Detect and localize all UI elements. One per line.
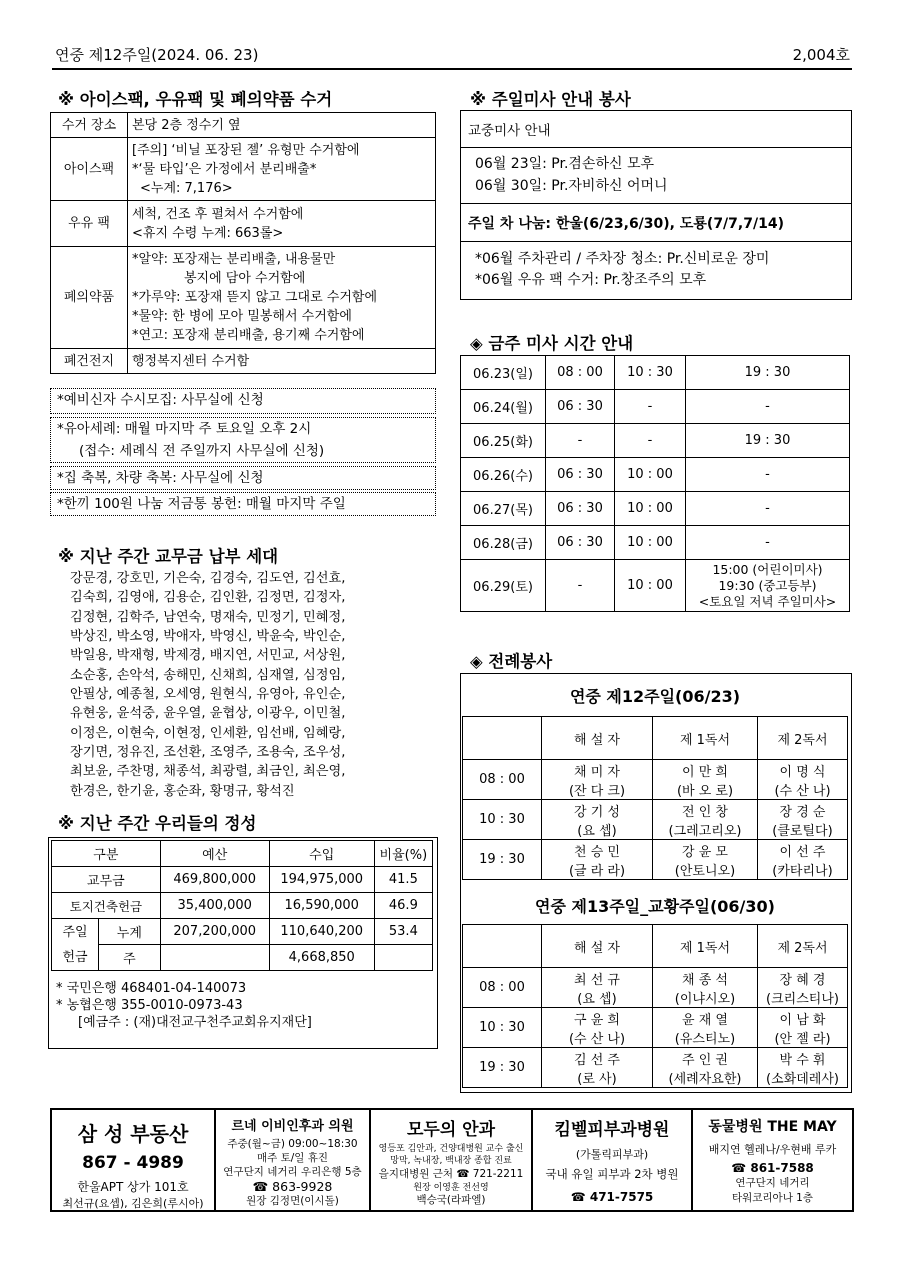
guide-subtitle: 교중미사 안내 (468, 123, 551, 139)
row-line: *물약: 한 병에 모아 밀봉해서 수거함에 (132, 309, 352, 324)
account-holder: [예금주 : (재)대전교구천주교회유지재단] (78, 1015, 312, 1030)
empty-cell (463, 717, 542, 760)
row-line: [주의] ‘비닐 포장된 젤’ 유형만 수거함에 (132, 142, 360, 158)
baptism-name: (클로틸다) (772, 823, 833, 839)
table-row (52, 945, 433, 971)
mass-day: 06.28(금) (461, 526, 546, 560)
mass-time: 10 : 00 (615, 492, 686, 526)
commentator (542, 968, 653, 1008)
row-line: *알약: 포장재는 분리배출, 내용물만 (132, 252, 336, 267)
notice-line: *한끼 100원 나눔 저금통 봉헌: 매월 마지막 주일 (57, 496, 346, 512)
ad-line: 최선규(요셉), 김은희(루시아) (62, 1197, 204, 1210)
ad-line: 연구단지 네거리 (735, 1177, 810, 1189)
baptism-name: (세례자요한) (668, 1071, 742, 1087)
person-name: 강 기 성 (574, 804, 620, 820)
col-header: 해 설 자 (542, 717, 653, 760)
header-rule (52, 68, 852, 70)
mass-day: 06.25(화) (461, 424, 546, 458)
row-line: <휴지 수령 누계: 663롤> (132, 225, 284, 241)
ad-title: 동물병원 THE MAY (708, 1119, 837, 1135)
table-row (52, 893, 433, 919)
mass-day: 06.26(수) (461, 458, 546, 492)
budget-cell: 35,400,000 (160, 893, 269, 919)
ratio-cell: 46.9 (374, 893, 432, 919)
baptism-name: (바 오 로) (676, 783, 734, 799)
table-row (463, 800, 848, 840)
person-name: 구 윤 희 (574, 1012, 620, 1028)
col-header: 제 2독서 (758, 925, 848, 968)
row-value: 본당 2층 정수기 옆 (128, 113, 436, 138)
car-share-line: 주일 차 나눔: 한울(6/23,6/30), 도룡(7/7,7/14) (468, 216, 784, 232)
donor-line: 유현웅, 윤석중, 윤우열, 윤협상, 이광우, 이민철, (70, 706, 346, 722)
baptism-name: (요 셉) (577, 823, 617, 839)
notice-line: (접수: 세례식 전 주일까지 사무실에 신청) (79, 443, 325, 459)
service-time: 10 : 30 (463, 1008, 542, 1048)
donor-line: 최보윤, 주찬명, 채종석, 최광렬, 최금인, 최은영, (70, 764, 346, 780)
reader2 (758, 1048, 848, 1088)
baptism-name: (글 라 라) (568, 863, 626, 879)
donor-line: 한경은, 한기윤, 홍순좌, 황명규, 황석진 (70, 783, 295, 799)
finance-title: ※ 지난 주간 우리들의 정성 (58, 814, 257, 833)
table-row (461, 390, 850, 424)
mass-time: - (546, 424, 615, 458)
page-header (55, 44, 850, 65)
income-cell: 4,668,850 (269, 945, 374, 971)
person-name: 최 선 규 (574, 972, 620, 988)
ad-title: 삼 성 부동산 (77, 1122, 189, 1146)
recycle-title: ※ 아이스팩, 우유팩 및 폐의약품 수거 (58, 90, 333, 109)
table-row (463, 968, 848, 1008)
ad-line: 원장 이영훈 전선영 (413, 1183, 489, 1193)
recycle-table (50, 112, 436, 374)
ad-line: 연구단지 네거리 우리은행 5층 (223, 1166, 362, 1178)
table-row (463, 717, 848, 760)
divider (461, 203, 851, 204)
ratio-cell: 41.5 (374, 867, 432, 893)
mass-time: 19 : 30 (686, 424, 850, 458)
notice-box (50, 466, 436, 490)
donors-title: ※ 지난 주간 교무금 납부 세대 (58, 547, 279, 566)
ad-line: 배지연 헬레나/우현배 루카 (708, 1143, 837, 1156)
service-time: 10 : 30 (463, 800, 542, 840)
reader1 (653, 1008, 758, 1048)
notice-box (50, 417, 436, 463)
table-row (463, 1048, 848, 1088)
baptism-name: (안 젤 라) (774, 1031, 831, 1047)
baptism-name: (요 셉) (577, 991, 617, 1007)
table-row (463, 925, 848, 968)
row-line: 세척, 건조 후 펼쳐서 수거함에 (132, 206, 304, 222)
ad-phone: ☎ 471-7575 (570, 1190, 654, 1204)
col-header: 수입 (269, 841, 374, 867)
row-label: 누계 (99, 919, 161, 945)
table-row (51, 349, 436, 374)
table-row (463, 840, 848, 880)
donor-line: 박상진, 박소영, 박애자, 박영신, 박윤숙, 박인순, (70, 629, 346, 645)
service-time: 19 : 30 (463, 1048, 542, 1088)
notice-line: *집 축복, 차량 축복: 사무실에 신청 (57, 470, 264, 486)
donor-line: 김숙희, 김영애, 김용순, 김인환, 김정면, 김정자, (70, 590, 346, 606)
ad-real-estate (50, 1108, 214, 1212)
baptism-name: (안토니오) (674, 863, 736, 879)
mass-time: - (686, 526, 850, 560)
baptism-name: (잔 다 크) (568, 783, 626, 799)
week2-title: 연중 제13주일_교황주일(06/30) (535, 897, 775, 916)
person-name: 천 승 민 (574, 844, 620, 860)
mass-time: 06 : 30 (546, 390, 615, 424)
table-row (52, 867, 433, 893)
issue-date: 연중 제12주일(2024. 06. 23) (55, 46, 259, 64)
table-row (461, 560, 850, 612)
ad-eye-clinic (369, 1108, 531, 1212)
income-cell: 110,640,200 (269, 919, 374, 945)
reader2 (758, 840, 848, 880)
table-row (51, 138, 436, 201)
reader2 (758, 1008, 848, 1048)
person-name: 전 인 창 (682, 804, 728, 820)
ad-line: 백승국(라파엘) (416, 1194, 486, 1206)
budget-cell: 469,800,000 (160, 867, 269, 893)
row-value (128, 138, 436, 201)
notice-line: *유아세례: 매월 마지막 주 토요일 오후 2시 (57, 421, 312, 437)
commentator (542, 800, 653, 840)
guide-line: 06월 23일: Pr.겸손하신 모후 (475, 156, 655, 172)
baptism-name: (수 산 나) (774, 783, 831, 799)
divider (461, 241, 851, 242)
row-line: <누계: 7,176> (140, 180, 233, 196)
person-name: 이 남 화 (779, 1012, 826, 1028)
person-name: 윤 재 열 (682, 1012, 728, 1028)
reader1 (653, 1048, 758, 1088)
row-label: 우유 팩 (51, 201, 128, 247)
donor-line: 김정현, 김학주, 남연숙, 명재숙, 민정기, 민혜정, (70, 609, 346, 625)
col-header: 제 1독서 (653, 925, 758, 968)
table-row (51, 113, 436, 138)
mass-time: - (686, 492, 850, 526)
mass-day: 06.23(일) (461, 356, 546, 390)
mass-time: - (615, 424, 686, 458)
row-line: *연고: 포장재 분리배출, 용기째 수거함에 (132, 328, 365, 343)
baptism-name: (로 사) (577, 1071, 617, 1087)
mass-time: - (686, 390, 850, 424)
row-label: 아이스팩 (51, 138, 128, 201)
reader1 (653, 800, 758, 840)
row-line: *‘물 타입’은 가정에서 분리배출* (132, 161, 317, 177)
person-name: 강 윤 모 (682, 844, 728, 860)
budget-cell: 207,200,000 (160, 919, 269, 945)
ad-line: 을지대병원 근처 ☎ 721-2211 (378, 1168, 524, 1180)
mass-note: <토요일 저녁 주일미사> (698, 593, 837, 609)
mass-time: 06 : 30 (546, 526, 615, 560)
col-header: 제 1독서 (653, 717, 758, 760)
guide-lines (475, 153, 668, 197)
bank-account: * 국민은행 468401-04-140073 (56, 981, 247, 996)
mass-time: 19 : 30 (686, 356, 850, 390)
issue-number: 2,004호 (792, 46, 850, 64)
ad-line: 망막, 녹내장, 백내장 종합 진료 (390, 1156, 512, 1166)
ad-line: 원장 김정면(이시돌) (246, 1195, 339, 1207)
person-name: 채 미 자 (574, 764, 620, 780)
person-name: 김 선 주 (574, 1052, 620, 1068)
table-row (463, 1008, 848, 1048)
mass-time: 10 : 00 (615, 458, 686, 492)
donor-line: 강문경, 강호민, 기은숙, 김경숙, 김도연, 김선효, (70, 571, 346, 586)
label-line: 헌금 (62, 949, 88, 965)
guide-title: ※ 주일미사 안내 봉사 (470, 90, 631, 109)
ad-dermatology (531, 1108, 691, 1212)
table-row (461, 492, 850, 526)
liturgy-title: ◈ 전례봉사 (470, 652, 553, 671)
donor-line: 장기면, 정유진, 조선환, 조영주, 조용숙, 조우성, (70, 745, 346, 761)
row-line: *가루약: 포장재 뜯지 않고 그대로 수거함에 (132, 290, 378, 305)
divider (461, 147, 851, 148)
service-time: 08 : 00 (463, 760, 542, 800)
table-row (461, 356, 850, 390)
service-time: 19 : 30 (463, 840, 542, 880)
col-header: 해 설 자 (542, 925, 653, 968)
empty-cell (463, 925, 542, 968)
person-name: 박 수 휘 (779, 1052, 826, 1068)
table-row (463, 760, 848, 800)
ad-title: 모두의 안과 (406, 1120, 496, 1140)
income-cell: 194,975,000 (269, 867, 374, 893)
notice-line: *예비신자 수시모집: 사무실에 신청 (57, 392, 264, 408)
mass-time: - (615, 390, 686, 424)
week2-table (462, 924, 848, 1088)
table-row (51, 201, 436, 247)
guide-box (460, 110, 852, 300)
bank-info (56, 980, 312, 1031)
commentator (542, 840, 653, 880)
baptism-name: (크리스티나) (766, 991, 839, 1007)
ad-line: (가톨릭피부과) (575, 1148, 649, 1161)
finance-table (51, 840, 433, 971)
ad-animal-hospital (691, 1108, 854, 1212)
table-row (461, 526, 850, 560)
mass-title: ◈ 금주 미사 시간 안내 (470, 334, 634, 353)
person-name: 채 종 석 (682, 972, 728, 988)
table-row (52, 919, 433, 945)
mass-time: - (686, 458, 850, 492)
mass-time: 10 : 00 (615, 526, 686, 560)
baptism-name: (카타리나) (772, 863, 833, 879)
row-label: 교무금 (52, 867, 161, 893)
row-value (128, 247, 436, 349)
donor-line: 안필상, 예종철, 오세영, 원현식, 유영아, 유인순, (70, 687, 346, 703)
baptism-name: (수 산 나) (568, 1031, 626, 1047)
table-row (51, 247, 436, 349)
row-value: 행정복지센터 수거함 (128, 349, 436, 374)
reader2 (758, 760, 848, 800)
duty-line: *06월 주차관리 / 주차장 청소: Pr.신비로운 장미 (475, 251, 770, 267)
col-header: 제 2독서 (758, 717, 848, 760)
person-name: 장 혜 경 (779, 972, 826, 988)
baptism-name: (그레고리오) (668, 823, 742, 839)
row-line: 봉지에 담아 수거함에 (184, 271, 306, 286)
week1-title: 연중 제12주일(06/23) (569, 687, 741, 706)
table-row (52, 841, 433, 867)
table-row (461, 458, 850, 492)
reader1 (653, 840, 758, 880)
person-name: 이 만 희 (682, 764, 728, 780)
mass-time: 10 : 30 (615, 356, 686, 390)
duty-line: *06월 우유 팩 수거: Pr.창조주의 모후 (475, 272, 707, 288)
row-label: 폐의약품 (51, 247, 128, 349)
duty-lines (475, 249, 769, 291)
reader2 (758, 800, 848, 840)
row-label: 토지건축헌금 (52, 893, 161, 919)
baptism-name: (이냐시오) (674, 991, 736, 1007)
reader1 (653, 968, 758, 1008)
ad-line: 주중(월~금) 09:00~18:30 (227, 1138, 358, 1150)
person-name: 장 경 순 (779, 804, 826, 820)
commentator (542, 1048, 653, 1088)
mass-day: 06.27(목) (461, 492, 546, 526)
notice-box (50, 388, 436, 414)
ratio-cell (374, 945, 432, 971)
person-name: 이 선 주 (779, 844, 826, 860)
donor-line: 박일용, 박재형, 박제경, 배지연, 서민교, 서상원, (70, 648, 346, 664)
commentator (542, 760, 653, 800)
baptism-name: (소화데레사) (766, 1071, 839, 1087)
mass-time: 06 : 30 (546, 458, 615, 492)
guide-line: 06월 30일: Pr.자비하신 어머니 (475, 178, 668, 194)
service-time: 08 : 00 (463, 968, 542, 1008)
mass-table (460, 355, 850, 612)
ratio-cell: 53.4 (374, 919, 432, 945)
budget-cell (160, 945, 269, 971)
row-label: 수거 장소 (51, 113, 128, 138)
ad-line: 국내 유일 피부과 2차 병원 (545, 1167, 679, 1181)
week1-table (462, 716, 848, 880)
ad-title: 르네 이비인후과 의원 (231, 1119, 354, 1134)
donor-line: 소순홍, 손악석, 송해민, 신채희, 심재열, 심정임, (70, 667, 346, 683)
notice-box (50, 492, 436, 516)
baptism-name: (유스티노) (674, 1031, 736, 1047)
mass-note: 15:00 (어린이미사) (712, 561, 823, 577)
mass-day: 06.29(토) (461, 560, 546, 612)
reader2 (758, 968, 848, 1008)
ad-phone: ☎ 861-7588 (731, 1161, 814, 1175)
person-name: 이 명 식 (779, 764, 826, 780)
donor-list (70, 569, 438, 801)
ad-ent-clinic (214, 1108, 369, 1212)
mass-note: 19:30 (중고등부) (718, 577, 817, 593)
ad-phone: 867 - 4989 (82, 1153, 184, 1173)
commentator (542, 1008, 653, 1048)
mass-time: 10 : 00 (615, 560, 686, 612)
row-value (128, 201, 436, 247)
row-label: 주 (99, 945, 161, 971)
ad-line: 한울APT 상가 101호 (77, 1180, 189, 1194)
ad-line: 영등포 김안과, 건양대병원 교수 출신 (378, 1144, 524, 1154)
ad-phone: ☎ 863-9928 (252, 1179, 333, 1194)
mass-day: 06.24(월) (461, 390, 546, 424)
row-label: 폐건전지 (51, 349, 128, 374)
table-row (461, 424, 850, 458)
mass-time (686, 560, 850, 612)
sunday-offering-label (52, 919, 99, 971)
label-line: 주일 (62, 924, 88, 940)
person-name: 주 인 권 (682, 1052, 728, 1068)
income-cell: 16,590,000 (269, 893, 374, 919)
ad-title: 킴벨피부과병원 (554, 1120, 670, 1140)
reader1 (653, 760, 758, 800)
col-header: 구분 (52, 841, 161, 867)
donor-line: 이정은, 이현숙, 이현정, 인세환, 임선배, 임혜랑, (70, 725, 346, 741)
ad-line: 타워코리아나 1층 (731, 1192, 814, 1204)
ad-line: 매주 토/일 휴진 (256, 1152, 329, 1164)
col-header: 비율(%) (374, 841, 432, 867)
bank-account: * 농협은행 355-0010-0973-43 (56, 998, 243, 1013)
mass-time: 08 : 00 (546, 356, 615, 390)
mass-time: - (546, 560, 615, 612)
col-header: 예산 (160, 841, 269, 867)
mass-time: 06 : 30 (546, 492, 615, 526)
